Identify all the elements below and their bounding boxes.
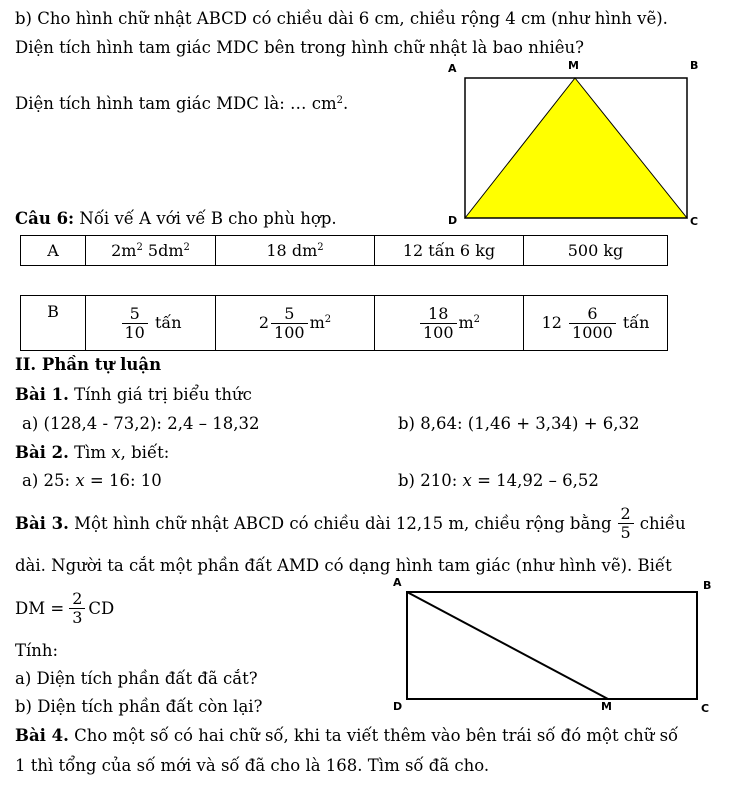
fraction: $\frac{2}{5}$ — [618, 505, 634, 542]
label-d: D — [393, 700, 403, 713]
bai2-b: b) 210: x = 14,92 – 6,52 — [398, 471, 599, 490]
segment-am — [407, 592, 608, 699]
cell-a-2: 18 $dm^2$ — [216, 236, 375, 266]
match-table-b — [20, 295, 668, 351]
q5b-line2: Diện tích hình tam giác MDC bên trong hình chữ nhật là bao nhiêu? — [15, 38, 584, 57]
rectangle-triangle-figure — [440, 58, 720, 233]
bai2-a: a) 25: x = 16: 10 — [22, 471, 162, 490]
label-c: C — [701, 702, 710, 715]
fraction: $\frac{18}{100}$ — [420, 305, 457, 342]
triangle-mdc — [465, 78, 687, 218]
fraction: $\frac{6}{1000}$ — [569, 305, 616, 342]
q5b-answer: Diện tích hình tam giác MDC là: … $cm^2$. — [15, 94, 349, 113]
bai2-heading: Bài 2. Tìm x, biết: — [15, 443, 170, 462]
bai3-dm: DM = $\frac{2}{3}$ CD — [15, 589, 115, 627]
bai4-line1: Bài 4. Cho một số có hai chữ số, khi ta viết thêm vào bên trái số đó một chữ số — [15, 726, 679, 745]
bai3-a: a) Diện tích phần đất đã cắt? — [15, 669, 258, 688]
fraction: $\frac{2}{3}$ — [69, 590, 85, 627]
cell-a-4: 500 kg — [524, 236, 668, 266]
cell-b-1: $\frac{5}{10}$ tấn — [86, 296, 216, 351]
label-b: B — [703, 579, 712, 592]
cell-b-4: 12 $\frac{6}{1000}$ tấn — [524, 296, 668, 351]
bai1-a: a) (128,4 - 73,2): 2,4 – 18,32 — [22, 414, 260, 433]
bai4-line2: 1 thì tổng của số mới và số đã cho là 168. Tìm số đã cho. — [15, 756, 490, 775]
label-a: A — [393, 576, 402, 589]
fraction: $\frac{5}{10}$ — [122, 305, 148, 342]
bai3-tinh: Tính: — [15, 641, 59, 660]
label-m: M — [568, 59, 579, 72]
label-c: C — [690, 215, 699, 228]
rectangle-abcd — [407, 592, 697, 699]
label-m: M — [601, 700, 612, 713]
q5b-line1: b) Cho hình chữ nhật ABCD có chiều dài 6 cm, chiều rộng 4 cm (như hình vẽ). — [15, 9, 668, 28]
bai1-heading: Bài 1. Tính giá trị biểu thức — [15, 385, 252, 404]
cell-a-1: $2m^2$ $5dm^2$ — [86, 236, 216, 266]
q6-heading: Câu 6: Nối vế A với vế B cho phù hợp. — [15, 209, 337, 228]
bai1-b: b) 8,64: (1,46 + 3,34) + 6,32 — [398, 414, 640, 433]
bai3-line1: Bài 3. Một hình chữ nhật ABCD có chiều dài 12,15 m, chiều rộng bằng $\frac{2}{5}$ chiều — [15, 504, 686, 542]
label-d: D — [448, 214, 458, 227]
match-table-a — [20, 235, 668, 266]
cell-a-3: 12 tấn 6 kg — [375, 236, 524, 266]
bai3-b: b) Diện tích phần đất còn lại? — [15, 697, 263, 716]
rectangle-triangle-figure-2 — [385, 575, 725, 715]
label-b: B — [690, 59, 699, 72]
label-a: A — [448, 62, 457, 75]
cell-b-3: $\frac{18}{100}$ $m^2$ — [375, 296, 524, 351]
cell-a-head: A — [21, 236, 86, 266]
cell-b-head: B — [21, 296, 86, 351]
cell-b-2: 2 $\frac{5}{100}$ $m^2$ — [216, 296, 375, 351]
bai3-line2: dài. Người ta cắt một phần đất AMD có dạng hình tam giác (như hình vẽ). Biết — [15, 556, 672, 575]
fraction: $\frac{5}{100}$ — [271, 305, 308, 342]
part2-title: II. Phần tự luận — [15, 355, 162, 374]
